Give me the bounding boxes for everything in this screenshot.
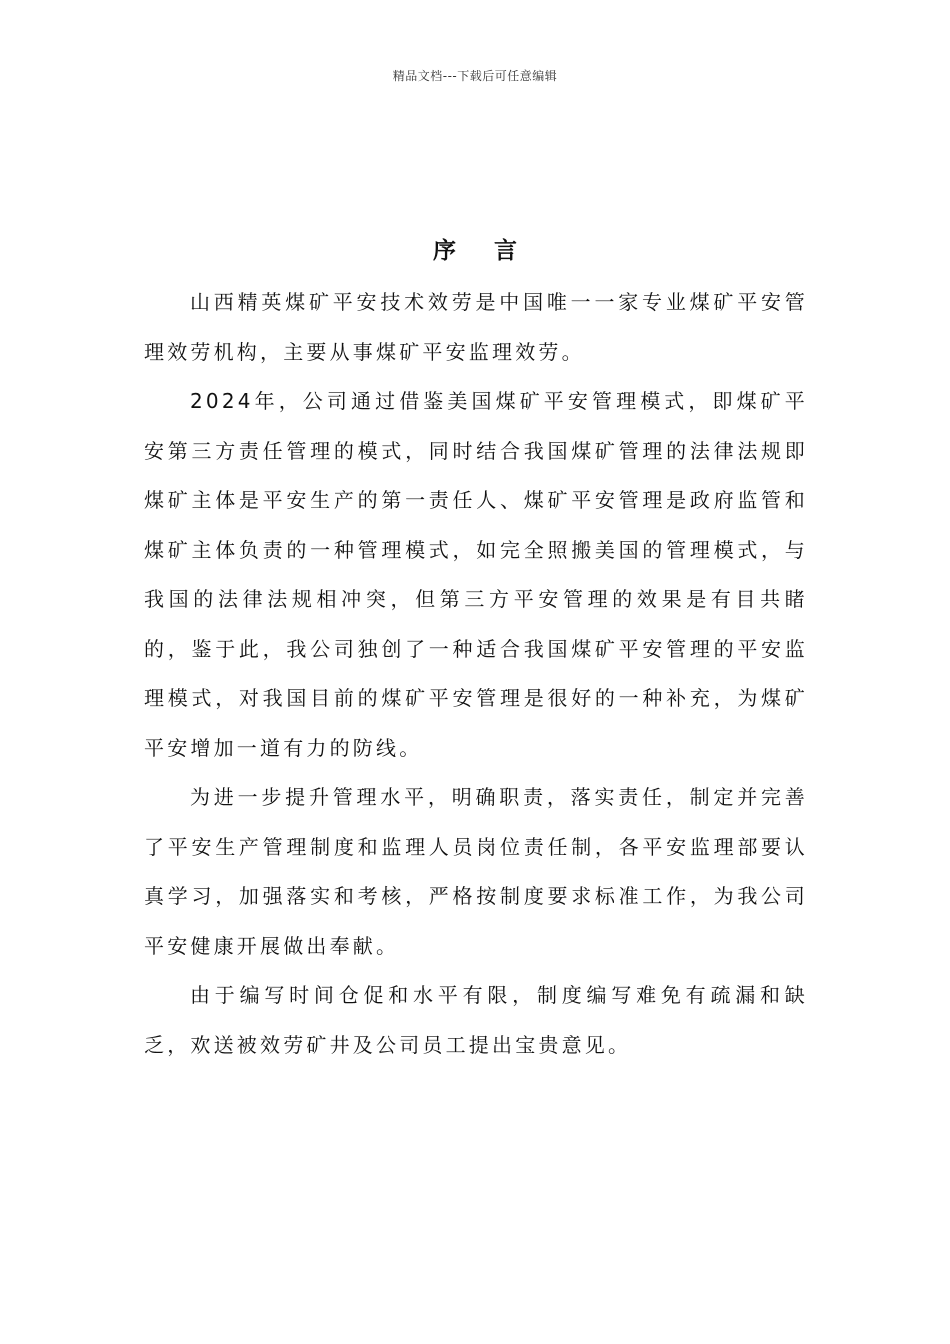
page-header-note: 精品文档---下载后可任意编辑 <box>392 69 558 83</box>
paragraph-purpose: 为进一步提升管理水平，明确职责，落实责任，制定并完善了平安生产管理制度和监理人员岗位责任制，各平安监理部要认真学习，加强落实和考核，严格按制度要求标准工作，为我公司平安健康开展做出奉献。 <box>144 785 808 958</box>
document-title: 序言 <box>433 237 555 264</box>
document-body <box>144 278 808 1070</box>
paragraph-intro: 山西精英煤矿平安技术效劳是中国唯一一家专业煤矿平安管理效劳机构，主要从事煤矿平安监理效劳。 <box>144 290 808 364</box>
paragraph-closing: 由于编写时间仓促和水平有限，制度编写难免有疏漏和缺乏，欢送被效劳矿井及公司员工提出宝贵意见。 <box>144 983 808 1057</box>
paragraph-history: 2024年，公司通过借鉴美国煤矿平安管理模式，即煤矿平安第三方责任管理的模式，同时结合我国煤矿管理的法律法规即煤矿主体是平安生产的第一责任人、煤矿平安管理是政府监管和煤矿主体负责的一种管理模式，如完全照搬美国的管理模式，与我国的法律法规相冲突，但第三方平安管理的效果是有目共睹的，鉴于此，我公司独创了一种适合我国煤矿平安管理的平安监理模式，对我国目前的煤矿平安管理是很好的一种补充，为煤矿平安增加一道有力的防线。 <box>144 389 808 760</box>
